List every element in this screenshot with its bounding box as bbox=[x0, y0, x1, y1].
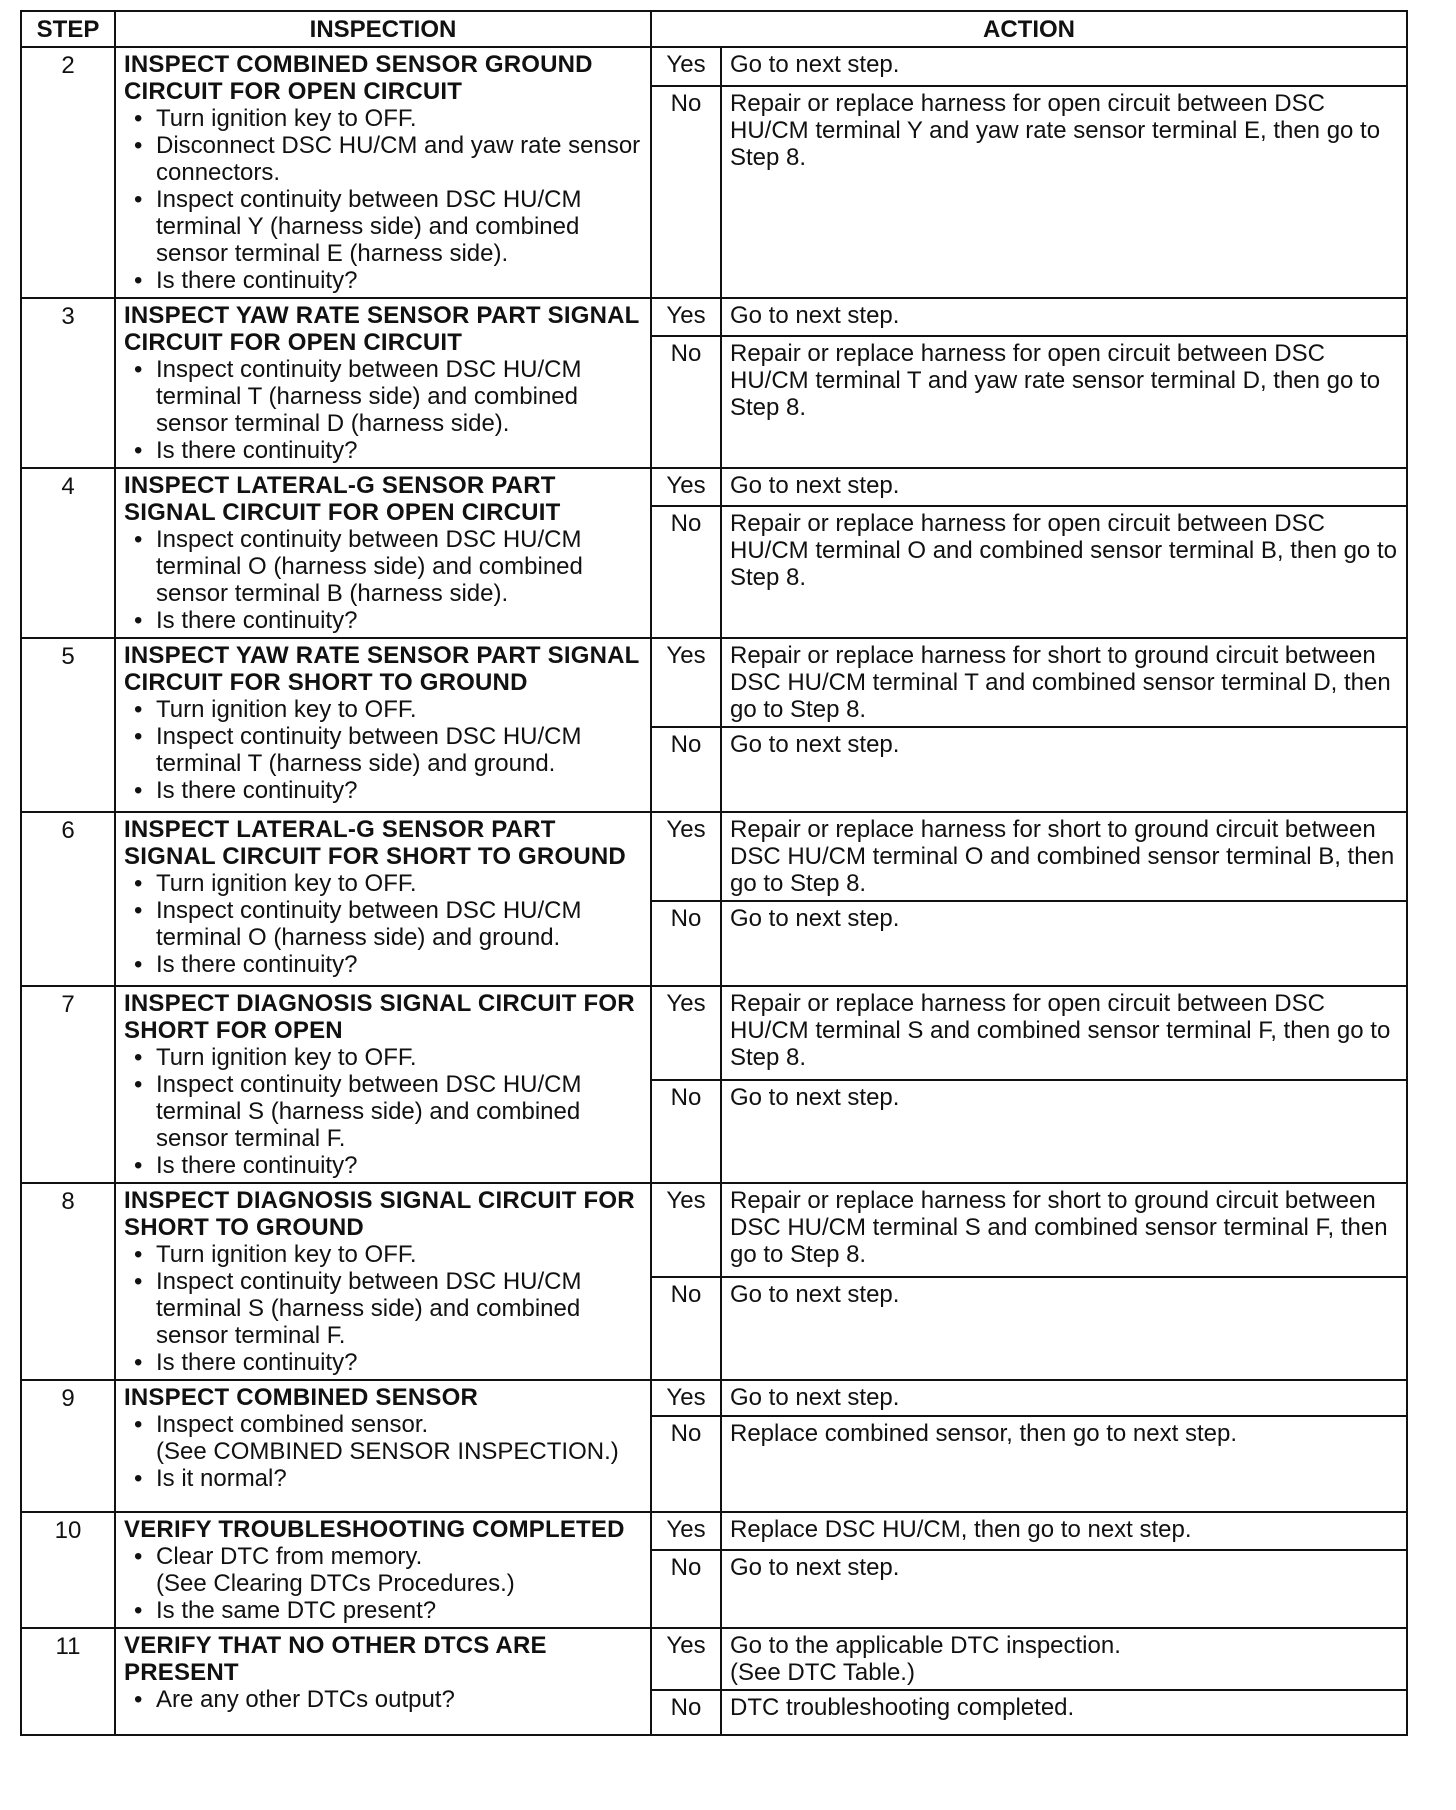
answer-yes-action: Replace DSC HU/CM, then go to next step. bbox=[721, 1512, 1407, 1550]
inspection-bullets bbox=[124, 696, 644, 804]
answer-yes-label: Yes bbox=[651, 812, 721, 901]
answer-no-label: No bbox=[651, 1277, 721, 1380]
table-row bbox=[21, 1183, 1407, 1277]
step-number: 11 bbox=[21, 1628, 115, 1735]
answer-no-action: Repair or replace harness for open circuit between DSC HU/CM terminal O and combined sensor terminal B, then go to Step 8. bbox=[721, 506, 1407, 638]
answer-no-action: Replace combined sensor, then go to next step. bbox=[721, 1416, 1407, 1512]
inspection-title: VERIFY THAT NO OTHER DTCS ARE PRESENT bbox=[124, 1632, 547, 1686]
inspection-bullet: • Is it normal? bbox=[124, 1465, 644, 1492]
table-body bbox=[21, 47, 1407, 1735]
answer-yes-label: Yes bbox=[651, 1183, 721, 1277]
table-row bbox=[21, 468, 1407, 506]
table-header-row bbox=[21, 11, 1407, 47]
inspection-cell bbox=[115, 468, 651, 638]
answer-no-label: No bbox=[651, 506, 721, 638]
table-row bbox=[21, 638, 1407, 727]
inspection-bullets bbox=[124, 1686, 644, 1713]
inspection-cell bbox=[115, 638, 651, 812]
answer-yes-action: Repair or replace harness for short to ground circuit between DSC HU/CM terminal T and combined sensor terminal D, then go to Step 8. bbox=[721, 638, 1407, 727]
inspection-title: INSPECT YAW RATE SENSOR PART SIGNAL CIRCUIT FOR SHORT TO GROUND bbox=[124, 642, 640, 696]
answer-no-label: No bbox=[651, 1416, 721, 1512]
table-row bbox=[21, 1512, 1407, 1550]
header-action: ACTION bbox=[651, 11, 1407, 47]
inspection-bullet: • Inspect continuity between DSC HU/CM terminal T (harness side) and combined sensor terminal D (harness side). bbox=[124, 356, 644, 437]
inspection-bullet: • Inspect continuity between DSC HU/CM terminal T (harness side) and ground. bbox=[124, 723, 644, 777]
table-row bbox=[21, 47, 1407, 86]
inspection-bullet: • Inspect continuity between DSC HU/CM terminal S (harness side) and combined sensor terminal F. bbox=[124, 1071, 644, 1152]
inspection-cell bbox=[115, 1183, 651, 1380]
table-row bbox=[21, 1628, 1407, 1690]
inspection-cell bbox=[115, 1628, 651, 1735]
step-number: 5 bbox=[21, 638, 115, 812]
answer-yes-action: Go to next step. bbox=[721, 1380, 1407, 1416]
answer-yes-label: Yes bbox=[651, 1380, 721, 1416]
inspection-bullets bbox=[124, 1543, 644, 1624]
inspection-bullet: • Clear DTC from memory. (See Clearing DTCs Procedures.) bbox=[124, 1543, 644, 1597]
inspection-bullet: • Turn ignition key to OFF. bbox=[124, 1241, 644, 1268]
inspection-bullet: • Turn ignition key to OFF. bbox=[124, 696, 644, 723]
procedure-sheet bbox=[20, 10, 1408, 1736]
inspection-title: INSPECT YAW RATE SENSOR PART SIGNAL CIRCUIT FOR OPEN CIRCUIT bbox=[124, 302, 640, 356]
inspection-bullets bbox=[124, 1411, 644, 1492]
inspection-cell bbox=[115, 1512, 651, 1628]
step-number: 9 bbox=[21, 1380, 115, 1512]
answer-no-label: No bbox=[651, 336, 721, 468]
answer-yes-action: Go to the applicable DTC inspection. (See DTC Table.) bbox=[721, 1628, 1407, 1690]
answer-yes-label: Yes bbox=[651, 298, 721, 336]
inspection-bullet: • Is there continuity? bbox=[124, 777, 644, 804]
inspection-bullet: • Is there continuity? bbox=[124, 1152, 644, 1179]
inspection-title: INSPECT LATERAL-G SENSOR PART SIGNAL CIRCUIT FOR OPEN CIRCUIT bbox=[124, 472, 561, 526]
inspection-cell bbox=[115, 298, 651, 468]
answer-no-action: Go to next step. bbox=[721, 1277, 1407, 1380]
answer-yes-label: Yes bbox=[651, 1512, 721, 1550]
answer-no-label: No bbox=[651, 1550, 721, 1628]
step-number: 7 bbox=[21, 986, 115, 1183]
inspection-bullet: • Inspect continuity between DSC HU/CM terminal S (harness side) and combined sensor terminal F. bbox=[124, 1268, 644, 1349]
header-inspection: INSPECTION bbox=[115, 11, 651, 47]
answer-yes-action: Go to next step. bbox=[721, 298, 1407, 336]
step-number: 10 bbox=[21, 1512, 115, 1628]
answer-no-label: No bbox=[651, 1080, 721, 1183]
table-row bbox=[21, 986, 1407, 1080]
inspection-cell bbox=[115, 812, 651, 986]
inspection-bullets bbox=[124, 1044, 644, 1179]
answer-no-label: No bbox=[651, 1690, 721, 1735]
inspection-bullet: • Is there continuity? bbox=[124, 437, 644, 464]
inspection-table bbox=[20, 10, 1408, 1736]
answer-yes-label: Yes bbox=[651, 1628, 721, 1690]
inspection-bullet: • Turn ignition key to OFF. bbox=[124, 870, 644, 897]
inspection-title: INSPECT DIAGNOSIS SIGNAL CIRCUIT FOR SHORT TO GROUND bbox=[124, 1187, 635, 1241]
answer-no-action: Go to next step. bbox=[721, 727, 1407, 812]
inspection-bullet: • Turn ignition key to OFF. bbox=[124, 105, 644, 132]
step-number: 4 bbox=[21, 468, 115, 638]
inspection-cell bbox=[115, 47, 651, 298]
inspection-bullet: • Is there continuity? bbox=[124, 951, 644, 978]
inspection-title: INSPECT COMBINED SENSOR bbox=[124, 1384, 478, 1411]
step-number: 2 bbox=[21, 47, 115, 298]
answer-yes-action: Repair or replace harness for open circuit between DSC HU/CM terminal S and combined sensor terminal F, then go to Step 8. bbox=[721, 986, 1407, 1080]
inspection-cell bbox=[115, 986, 651, 1183]
answer-yes-action: Repair or replace harness for short to ground circuit between DSC HU/CM terminal S and combined sensor terminal F, then go to Step 8. bbox=[721, 1183, 1407, 1277]
inspection-bullet: • Inspect continuity between DSC HU/CM terminal Y (harness side) and combined sensor terminal E (harness side). bbox=[124, 186, 644, 267]
inspection-bullet: • Is there continuity? bbox=[124, 607, 644, 634]
answer-yes-action: Go to next step. bbox=[721, 47, 1407, 86]
table-row bbox=[21, 812, 1407, 901]
answer-no-label: No bbox=[651, 86, 721, 298]
answer-no-action: Repair or replace harness for open circuit between DSC HU/CM terminal T and yaw rate sensor terminal D, then go to Step 8. bbox=[721, 336, 1407, 468]
inspection-bullet: • Inspect combined sensor. (See COMBINED SENSOR INSPECTION.) bbox=[124, 1411, 644, 1465]
answer-yes-action: Repair or replace harness for short to ground circuit between DSC HU/CM terminal O and combined sensor terminal B, then go to Step 8. bbox=[721, 812, 1407, 901]
inspection-bullet: • Is there continuity? bbox=[124, 1349, 644, 1376]
answer-yes-action: Go to next step. bbox=[721, 468, 1407, 506]
answer-no-label: No bbox=[651, 901, 721, 986]
step-number: 3 bbox=[21, 298, 115, 468]
answer-no-action: Go to next step. bbox=[721, 901, 1407, 986]
answer-yes-label: Yes bbox=[651, 468, 721, 506]
inspection-bullets bbox=[124, 356, 644, 464]
inspection-bullet: • Are any other DTCs output? bbox=[124, 1686, 644, 1713]
answer-no-action: Go to next step. bbox=[721, 1080, 1407, 1183]
answer-no-action: DTC troubleshooting completed. bbox=[721, 1690, 1407, 1735]
inspection-title: VERIFY TROUBLESHOOTING COMPLETED bbox=[124, 1516, 625, 1543]
answer-no-action: Repair or replace harness for open circuit between DSC HU/CM terminal Y and yaw rate sensor terminal E, then go to Step 8. bbox=[721, 86, 1407, 298]
inspection-title: INSPECT COMBINED SENSOR GROUND CIRCUIT FOR OPEN CIRCUIT bbox=[124, 51, 593, 105]
inspection-bullets bbox=[124, 1241, 644, 1376]
step-number: 8 bbox=[21, 1183, 115, 1380]
table-row bbox=[21, 1380, 1407, 1416]
inspection-bullet: • Inspect continuity between DSC HU/CM terminal O (harness side) and ground. bbox=[124, 897, 644, 951]
inspection-bullet: • Is the same DTC present? bbox=[124, 1597, 644, 1624]
inspection-bullet: • Turn ignition key to OFF. bbox=[124, 1044, 644, 1071]
inspection-title: INSPECT LATERAL-G SENSOR PART SIGNAL CIRCUIT FOR SHORT TO GROUND bbox=[124, 816, 626, 870]
answer-yes-label: Yes bbox=[651, 47, 721, 86]
answer-yes-label: Yes bbox=[651, 638, 721, 727]
inspection-bullets bbox=[124, 105, 644, 294]
inspection-bullets bbox=[124, 526, 644, 634]
inspection-bullets bbox=[124, 870, 644, 978]
inspection-bullet: • Inspect continuity between DSC HU/CM terminal O (harness side) and combined sensor terminal B (harness side). bbox=[124, 526, 644, 607]
table-row bbox=[21, 298, 1407, 336]
step-number: 6 bbox=[21, 812, 115, 986]
answer-no-action: Go to next step. bbox=[721, 1550, 1407, 1628]
inspection-bullet: • Is there continuity? bbox=[124, 267, 644, 294]
inspection-cell bbox=[115, 1380, 651, 1512]
answer-yes-label: Yes bbox=[651, 986, 721, 1080]
inspection-title: INSPECT DIAGNOSIS SIGNAL CIRCUIT FOR SHORT FOR OPEN bbox=[124, 990, 635, 1044]
inspection-bullet: • Disconnect DSC HU/CM and yaw rate sensor connectors. bbox=[124, 132, 644, 186]
header-step: STEP bbox=[21, 11, 115, 47]
answer-no-label: No bbox=[651, 727, 721, 812]
